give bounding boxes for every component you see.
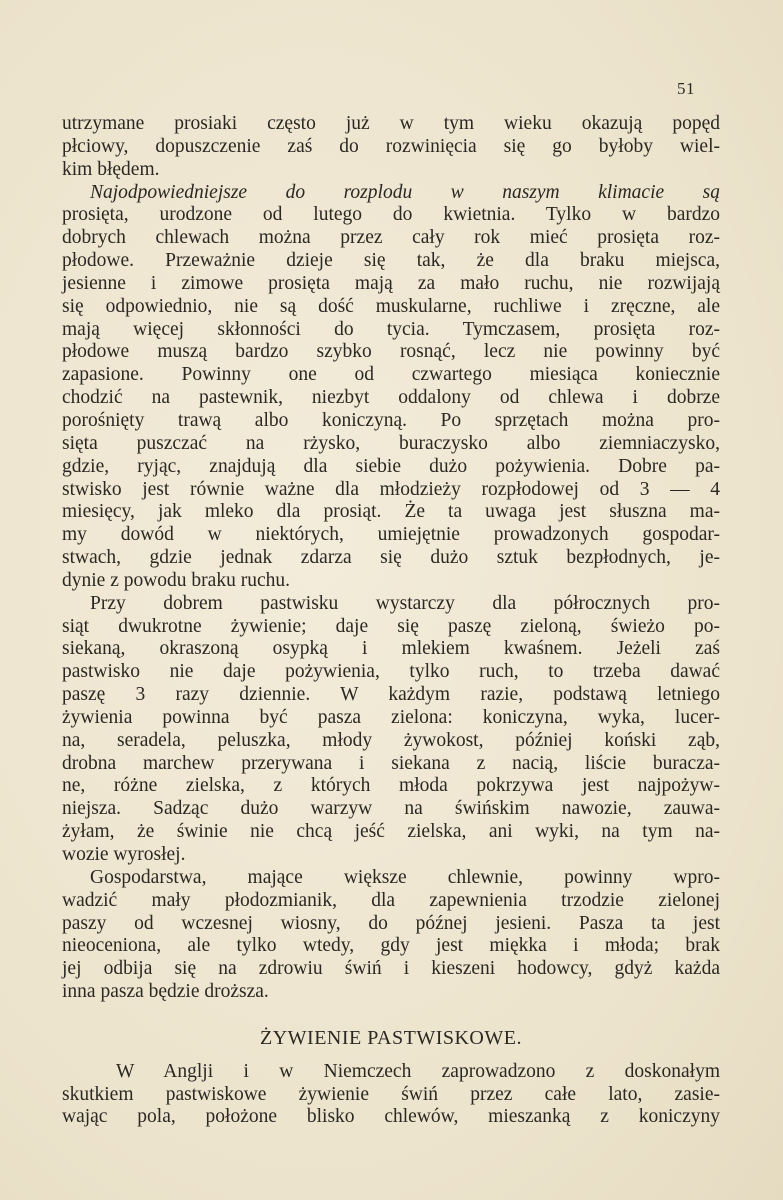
text-line: nieoceniona, ale tylko wtedy, gdy jest miękka i młoda; brak (62, 935, 720, 957)
text-line: siąt dwukrotne żywienie; daje się paszę zieloną, świeżo po- (62, 615, 720, 637)
text-line: niejsza. Sadząc dużo warzyw na świńskim nawozie, zauwa- (62, 798, 720, 820)
text-line: mają więcej skłonności do tycia. Tymczasem, prosięta roz- (62, 318, 720, 340)
text-line: drobna marchew przerywana i siekana z nacią, liście buracza- (62, 752, 720, 774)
text-line: wadzić mały płodozmianik, dla zapewnienia trzodzie zielonej (62, 889, 720, 911)
text-line: pastwisko nie daje pożywienia, tylko ruch, to trzeba dawać (62, 661, 720, 683)
spacer (62, 1004, 720, 1027)
text-line: dobrych chlewach można przez cały rok mieć prosięta roz- (62, 227, 720, 249)
text-line: W Anglji i w Niemczech zaprowadzono z doskonałym (116, 1060, 720, 1082)
text-line: miesięcy, jak mleko dla prosiąt. Że ta uwaga jest słuszna ma- (62, 501, 720, 523)
section-heading: ŻYWIENIE PASTWISKOWE. (260, 1026, 522, 1049)
emphasis-text: Najodpowiedniejsze do rozplodu w naszym klimacie są (90, 181, 720, 203)
text-line: prosięta, urodzone od lutego do kwietnia. Tylko w bardzo (62, 204, 720, 226)
text-line: paszę 3 razy dziennie. W każdym razie, podstawą letniego (62, 684, 720, 706)
text-line: dynie z powodu braku ruchu. (62, 569, 290, 591)
text-line: Przy dobrem pastwisku wystarczy dla półrocznych pro- (90, 592, 720, 614)
text-line: stwach, gdzie jednak zdarza się dużo sztuk bezpłodnych, je- (62, 547, 720, 569)
page-number: 51 (677, 79, 695, 98)
text-line: gdzie, ryjąc, znajdują dla siebie dużo pożywienia. Dobre pa- (62, 455, 720, 477)
text-line: wając pola, położone blisko chlewów, mieszanką z koniczyny (62, 1106, 720, 1128)
text-line: żyłam, że świnie nie chcą jeść zielska, ani wyki, na tym na- (62, 821, 720, 843)
text-line: płciowy, dopuszczenie zaś do rozwinięcia się go byłoby wiel- (62, 135, 720, 157)
text-line: ne, różne zielska, z których młoda pokrzywa jest najpożyw- (62, 775, 720, 797)
text-line: chodzić na pastewnik, niezbyt oddalony od chlewa i dobrze (62, 387, 720, 409)
text-line: siekaną, okraszoną osypką i mlekiem kwaśnem. Jeżeli zaś (62, 638, 720, 660)
text-line: skutkiem pastwiskowe żywienie świń przez całe lato, zasie- (62, 1083, 720, 1105)
text-line: jesienne i zimowe prosięta mają za mało ruchu, nie rozwijają (62, 272, 720, 294)
text-line: żywienia powinna być pasza zielona: koniczyna, wyka, lucer- (62, 706, 720, 728)
text-line: paszy od wczesnej wiosny, do późnej jesieni. Pasza ta jest (62, 912, 720, 934)
text-line: kim błędem. (62, 158, 160, 180)
text-line: zapasione. Powinny one od czwartego miesiąca koniecznie (62, 364, 720, 386)
text-line: stwisko jest równie ważne dla młodzieży rozpłodowej od 3 — 4 (62, 478, 720, 500)
text-line: sięta puszczać na rżysko, buraczysko albo ziemniaczysko, (62, 432, 720, 454)
text-line: płodowe. Przeważnie dzieje się tak, że dla braku miejsca, (62, 250, 720, 272)
text-line: utrzymane prosiaki często już w tym wieku okazują popęd (62, 113, 720, 134)
text-line: inna pasza będzie droższa. (62, 981, 269, 1003)
text-line: się odpowiednio, nie są dość muskularne, ruchliwe i zręczne, ale (62, 295, 720, 317)
text-line (62, 182, 720, 205)
text-line: na, seradela, peluszka, młody żywokost, później koński ząb, (62, 729, 720, 751)
body-text (62, 113, 720, 1129)
text-line: jej odbija się na zdrowiu świń i kieszeni hodowcy, gdyż każda (62, 958, 720, 980)
text-line: Gospodarstwa, mające większe chlewnie, powinny wpro- (90, 866, 720, 888)
text-line: wozie wyrosłej. (62, 844, 186, 865)
spacer (62, 1050, 720, 1061)
text-line: porośnięty trawą albo koniczyną. Po sprzętach można pro- (62, 409, 720, 431)
text-line: my dowód w niektórych, umiejętnie prowadzonych gospodar- (62, 524, 720, 546)
text-line: płodowe muszą bardzo szybko rosnąć, lecz nie powinny być (62, 341, 720, 363)
